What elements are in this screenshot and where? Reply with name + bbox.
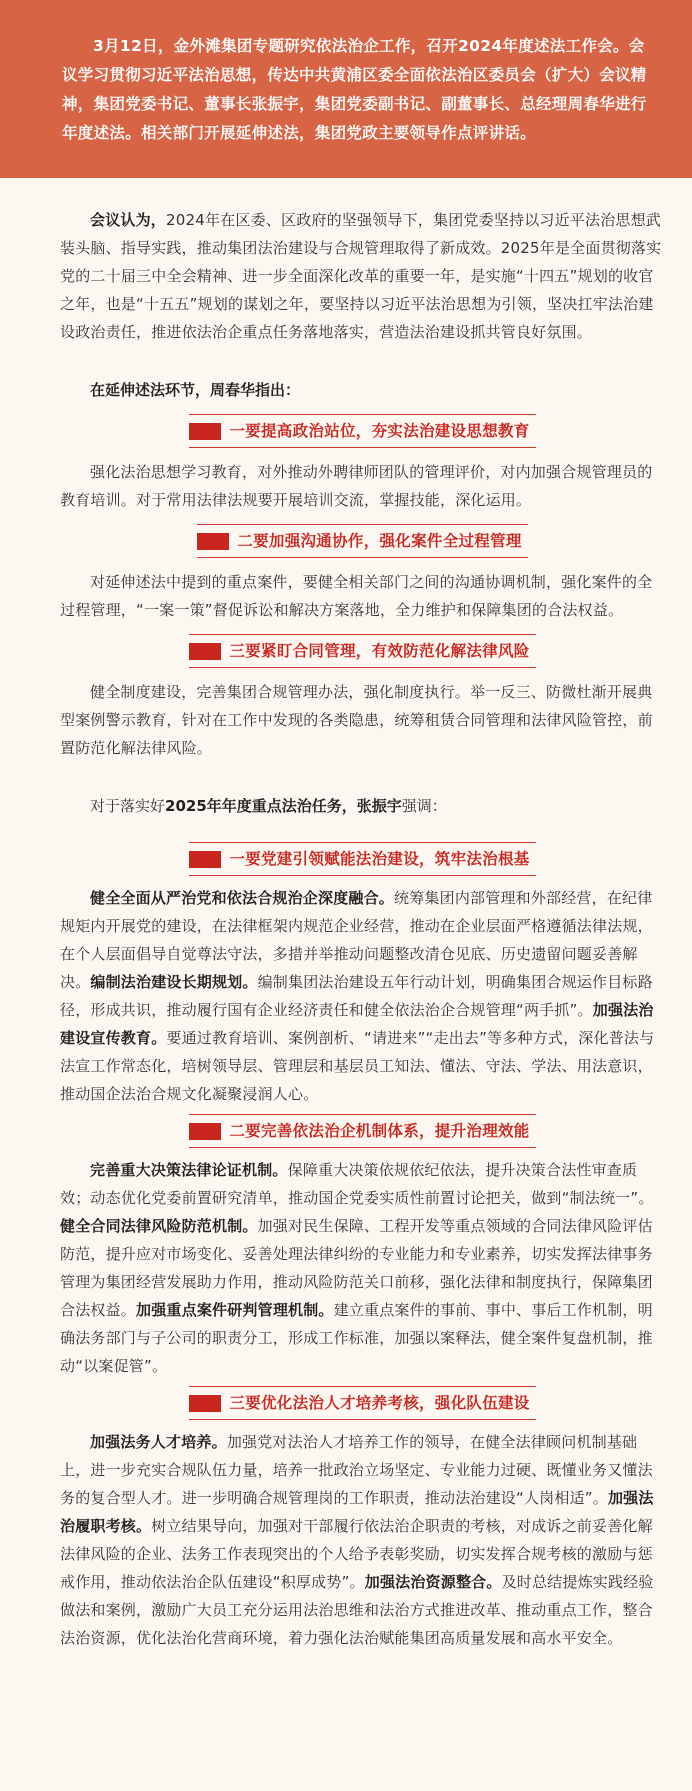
intro-text: 2024年在区委、区政府的坚强领导下，集团党委坚持以习近平法治思想武装头脑、指导实践，推动集团法治建设与合规管理取得了新成效。2025年是全面贯彻落实党的二十届三中全会精神、进一步全面深化改革的重要一年，是实施“十四五”规划的收官之年，也是“十五五”规划的谋划之年，要坚持以习近平法治思想为引领，坚决扛牢法治建设政治责任，推进依法治企重点任务落地落实，营造法治建设抓共管良好氛围。 xyxy=(60,211,662,341)
heading-text: 二要加强沟通协作，强化案件全过程管理 xyxy=(237,532,522,550)
section2-paragraph-3 xyxy=(60,1428,665,1652)
section1-lead xyxy=(60,376,665,404)
section2-heading-2 xyxy=(60,1114,665,1148)
body-text: 要通过教育培训、案例剖析、“请进来”“走出去”等多种方式，深化普法与法宣工作常态化，培树领导层、管理层和基层员工知法、懂法、守法、学法、用法意识，推动国企法治合规文化凝聚浸润人心。 xyxy=(60,1029,655,1103)
red-bar-icon xyxy=(189,1395,221,1412)
bold-phrase: 健全合同法律风险防范机制。 xyxy=(60,1217,258,1235)
heading-text: 三要优化法治人才培养考核，强化队伍建设 xyxy=(229,1394,530,1412)
section2-lead-bold: 2025年年度重点法治任务，张振宇 xyxy=(165,797,402,815)
section1-paragraph-3: 健全制度建设，完善集团合规管理办法，强化制度执行。举一反三、防微杜渐开展典型案例警示教育，针对在工作中发现的各类隐患，统筹租赁合同管理和法律风险管控，前置防范化解法律风险。 xyxy=(60,683,653,757)
body-text: 建立重点案件的事前、事中、事后工作机制，明确法务部门与子公司的职责分工，形成工作标准，加强以案释法，健全案件复盘机制，推动“以案促管”。 xyxy=(60,1301,653,1375)
bold-phrase: 完善重大决策法律论证机制。 xyxy=(90,1161,288,1179)
body-text: 加强对民生保障、工程开发等重点领域的合同法律风险评估防范，提升应对市场变化、妥善处理法律纠纷的专业能力和专业素养，切实发挥法律事务管理为集团经营发展助力作用，推动风险防范关口前移，强化法律和制度执行，保障集团合法权益。 xyxy=(60,1217,653,1319)
heading-text: 一要提高政治站位，夯实法治建设思想教育 xyxy=(229,422,530,440)
bold-phrase: 健全全面从严治党和依法合规治企深度融合。 xyxy=(90,889,395,907)
bold-phrase: 加强法治履职考核。 xyxy=(60,1489,654,1535)
section2-paragraph-2 xyxy=(60,1156,665,1380)
section1-lead-text: 在延伸述法环节，周春华指出： xyxy=(90,381,301,399)
section2-lead-pre: 对于落实好 xyxy=(90,797,166,815)
section2-heading-1 xyxy=(60,842,665,876)
article-body xyxy=(0,178,692,1652)
bold-phrase: 编制法治建设长期规划。 xyxy=(90,973,258,991)
section1-heading-2 xyxy=(60,524,665,558)
bold-phrase: 加强法治建设宣传教育。 xyxy=(60,1001,654,1047)
bold-phrase: 加强法务人才培养。 xyxy=(90,1433,227,1451)
bold-phrase: 加强法治资源整合。 xyxy=(364,1573,502,1591)
section2-lead-post: 强调： xyxy=(401,797,447,815)
body-text: 加强党对法治人才培养工作的领导，在健全法律顾问机制基础上，进一步充实合规队伍力量，培养一批政治立场坚定、专业能力过硬、既懂业务又懂法务的复合型人才。进一步明确合规管理岗的工作职责，推动法治建设“人岗相适”。 xyxy=(60,1433,653,1507)
heading-text: 三要紧盯合同管理，有效防范化解法律风险 xyxy=(229,642,530,660)
section2-lead xyxy=(60,792,665,820)
banner-text: 3月12日，金外滩集团专题研究依法治企工作，召开2024年度述法工作会。会议学习贯彻习近平法治思想，传达中共黄浦区委全面依法治区委员会（扩大）会议精神，集团党委书记、董事长张振宇，集团党委副书记、副董事长、总经理周春华进行年度述法。相关部门开展延伸述法，集团党政主要领导作点评讲话。 xyxy=(62,37,647,142)
bold-phrase: 加强重点案件研判管理机制。 xyxy=(136,1301,334,1319)
red-bar-icon xyxy=(189,423,221,440)
red-bar-icon xyxy=(189,1123,221,1140)
section1-heading-3 xyxy=(60,634,665,668)
body-text: 及时总结提炼实践经验做法和案例，激励广大员工充分运用法治思维和法治方式推进改革、推动重点工作，整合法治资源，优化法治化营商环境，着力强化法治赋能集团高质量发展和高水平安全。 xyxy=(60,1573,654,1647)
red-bar-icon xyxy=(189,643,221,660)
section1-heading-1 xyxy=(60,414,665,448)
body-text: 树立结果导向，加强对干部履行依法治企职责的考核，对成诉之前妥善化解法律风险的企业、法务工作表现突出的个人给予表彰奖励，切实发挥合规考核的激励与惩戒作用，推动依法治企队伍建设“积厚成势”。 xyxy=(60,1517,653,1591)
red-bar-icon xyxy=(189,851,221,868)
heading-text: 二要完善依法治企机制体系，提升治理效能 xyxy=(229,1122,530,1140)
heading-text: 一要党建引领赋能法治建设，筑牢法治根基 xyxy=(229,850,530,868)
intro-paragraph xyxy=(60,206,665,346)
intro-bold: 会议认为， xyxy=(90,211,167,229)
section1-paragraph-1: 强化法治思想学习教育，对外推动外聘律师团队的管理评价，对内加强合规管理员的教育培训。对于常用法律法规要开展培训交流，掌握技能，深化运用。 xyxy=(60,463,653,509)
section2-paragraph-1 xyxy=(60,884,665,1108)
section1-paragraph-2: 对延伸述法中提到的重点案件，要健全相关部门之间的沟通协调机制，强化案件的全过程管理，“一案一策”督促诉讼和解决方案落地，全力维护和保障集团的合法权益。 xyxy=(60,573,653,619)
body-text: 保障重大决策依规依纪依法，提升决策合法性审查质效；动态优化党委前置研究清单，推动国企党委实质性前置讨论把关，做到“制法统一”。 xyxy=(60,1161,654,1207)
red-bar-icon xyxy=(197,533,229,550)
body-text: 编制集团法治建设五年行动计划，明确集团合规运作目标路径，形成共识，推动履行国有企业经济责任和健全依法治企合规管理“两手抓”。 xyxy=(60,973,653,1019)
summary-banner xyxy=(0,0,692,178)
body-text: 统筹集团内部管理和外部经营，在纪律规矩内开展党的建设，在法律框架内规范企业经营，推动在企业层面严格遵循法律法规，在个人层面倡导自觉尊法守法，多措并举推动问题整改清仓见底、历史遗留问题妥善解决。 xyxy=(60,889,653,991)
section2-heading-3 xyxy=(60,1386,665,1420)
